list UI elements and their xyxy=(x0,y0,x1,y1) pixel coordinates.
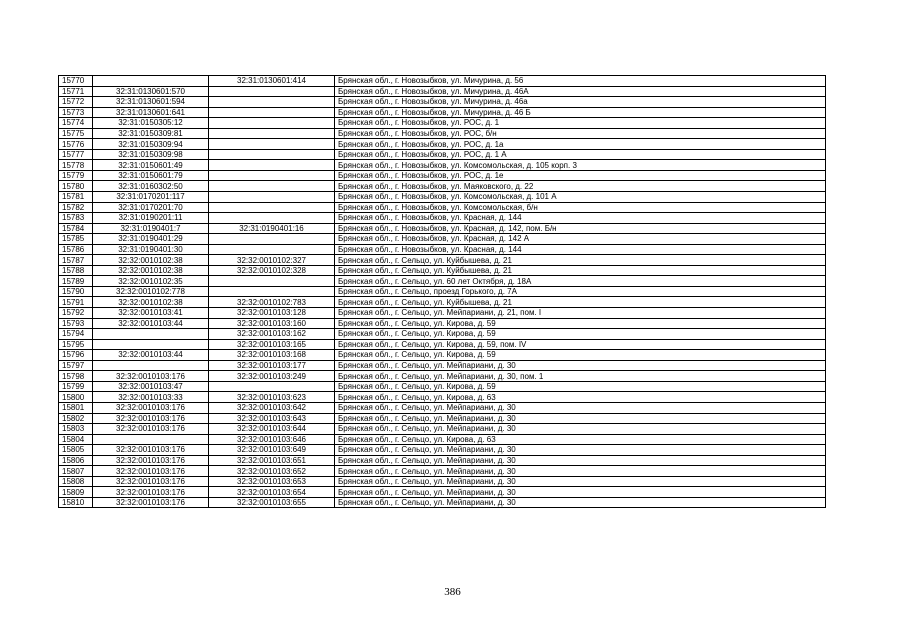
cell-cadastral-number: 32:32:0010103:47 xyxy=(93,381,209,392)
cell-record-number: 15795 xyxy=(59,339,93,350)
cell-cadastral-number: 32:31:0130601:570 xyxy=(93,86,209,97)
cell-cadastral-number: 32:32:0010103:176 xyxy=(93,455,209,466)
table-row xyxy=(59,265,826,276)
cell-cadastral-number: 32:31:0190401:7 xyxy=(93,223,209,234)
cell-address: Брянская обл., г. Сельцо, ул. Мейпариани, д. 21, пом. I xyxy=(335,308,826,319)
table-row xyxy=(59,97,826,108)
cell-cadastral-number xyxy=(93,339,209,350)
cell-cadastral-number: 32:32:0010102:38 xyxy=(93,297,209,308)
cell-cadastral-number: 32:32:0010103:33 xyxy=(93,392,209,403)
cell-address: Брянская обл., г. Сельцо, ул. 60 лет Октября, д. 18А xyxy=(335,276,826,287)
cell-object-cadastral-number: 32:32:0010103:623 xyxy=(209,392,335,403)
cell-object-cadastral-number: 32:32:0010102:328 xyxy=(209,265,335,276)
cell-cadastral-number xyxy=(93,76,209,87)
cell-address: Брянская обл., г. Новозыбков, ул. РОС, д. 1 А xyxy=(335,149,826,160)
table-row xyxy=(59,318,826,329)
cell-address: Брянская обл., г. Сельцо, ул. Мейпариани, д. 30 xyxy=(335,497,826,508)
cell-record-number: 15772 xyxy=(59,97,93,108)
registry-table xyxy=(58,75,826,508)
cell-cadastral-number: 32:32:0010103:176 xyxy=(93,466,209,477)
cell-cadastral-number: 32:32:0010103:176 xyxy=(93,424,209,435)
table-row xyxy=(59,402,826,413)
cell-cadastral-number: 32:32:0010102:38 xyxy=(93,265,209,276)
cell-object-cadastral-number xyxy=(209,181,335,192)
cell-record-number: 15779 xyxy=(59,170,93,181)
cell-record-number: 15802 xyxy=(59,413,93,424)
cell-address: Брянская обл., г. Сельцо, ул. Кирова, д. 59 xyxy=(335,350,826,361)
cell-address: Брянская обл., г. Сельцо, ул. Кирова, д. 59, пом. IV xyxy=(335,339,826,350)
cell-object-cadastral-number: 32:32:0010103:165 xyxy=(209,339,335,350)
table-row xyxy=(59,445,826,456)
cell-object-cadastral-number: 32:32:0010103:654 xyxy=(209,487,335,498)
cell-record-number: 15777 xyxy=(59,149,93,160)
cell-cadastral-number: 32:31:0150601:79 xyxy=(93,170,209,181)
cell-address: Брянская обл., г. Сельцо, ул. Кирова, д. 59 xyxy=(335,329,826,340)
cell-cadastral-number: 32:32:0010103:176 xyxy=(93,487,209,498)
cell-record-number: 15801 xyxy=(59,402,93,413)
cell-address: Брянская обл., г. Сельцо, ул. Мейпариани, д. 30 xyxy=(335,445,826,456)
cell-object-cadastral-number xyxy=(209,107,335,118)
cell-cadastral-number: 32:32:0010102:778 xyxy=(93,286,209,297)
cell-address: Брянская обл., г. Сельцо, ул. Мейпариани, д. 30, пом. 1 xyxy=(335,371,826,382)
page-number: 386 xyxy=(444,586,461,598)
table-row xyxy=(59,192,826,203)
cell-record-number: 15808 xyxy=(59,476,93,487)
cell-cadastral-number: 32:31:0150309:98 xyxy=(93,149,209,160)
cell-cadastral-number: 32:32:0010103:176 xyxy=(93,402,209,413)
cell-cadastral-number: 32:32:0010103:44 xyxy=(93,350,209,361)
table-row xyxy=(59,487,826,498)
cell-address: Брянская обл., г. Новозыбков, ул. Мичурина, д. 46 Б xyxy=(335,107,826,118)
cell-address: Брянская обл., г. Новозыбков, ул. Мичурина, д. 56 xyxy=(335,76,826,87)
cell-object-cadastral-number xyxy=(209,139,335,150)
cell-record-number: 15773 xyxy=(59,107,93,118)
cell-record-number: 15790 xyxy=(59,286,93,297)
table-row xyxy=(59,160,826,171)
cell-cadastral-number: 32:32:0010103:176 xyxy=(93,497,209,508)
cell-record-number: 15786 xyxy=(59,244,93,255)
cell-cadastral-number: 32:32:0010102:38 xyxy=(93,255,209,266)
cell-record-number: 15787 xyxy=(59,255,93,266)
cell-object-cadastral-number xyxy=(209,149,335,160)
table-row xyxy=(59,118,826,129)
cell-address: Брянская обл., г. Новозыбков, ул. Мичурина, д. 46А xyxy=(335,86,826,97)
cell-record-number: 15796 xyxy=(59,350,93,361)
cell-record-number: 15778 xyxy=(59,160,93,171)
cell-cadastral-number: 32:32:0010103:176 xyxy=(93,445,209,456)
cell-cadastral-number xyxy=(93,360,209,371)
cell-object-cadastral-number xyxy=(209,202,335,213)
cell-record-number: 15775 xyxy=(59,128,93,139)
cell-object-cadastral-number: 32:32:0010102:783 xyxy=(209,297,335,308)
cell-address: Брянская обл., г. Сельцо, ул. Куйбышева, д. 21 xyxy=(335,297,826,308)
cell-address: Брянская обл., г. Новозыбков, ул. РОС, д. 1а xyxy=(335,139,826,150)
cell-address: Брянская обл., г. Новозыбков, ул. Комсомольская, д. 105 корп. 3 xyxy=(335,160,826,171)
table-row xyxy=(59,392,826,403)
cell-object-cadastral-number: 32:32:0010103:128 xyxy=(209,308,335,319)
cell-address: Брянская обл., г. Сельцо, ул. Куйбышева, д. 21 xyxy=(335,265,826,276)
table-row xyxy=(59,466,826,477)
cell-cadastral-number: 32:31:0190201:11 xyxy=(93,213,209,224)
cell-object-cadastral-number xyxy=(209,118,335,129)
cell-record-number: 15771 xyxy=(59,86,93,97)
cell-cadastral-number: 32:31:0130601:641 xyxy=(93,107,209,118)
cell-cadastral-number: 32:32:0010103:41 xyxy=(93,308,209,319)
cell-cadastral-number: 32:32:0010103:176 xyxy=(93,371,209,382)
table-row xyxy=(59,413,826,424)
cell-address: Брянская обл., г. Сельцо, ул. Мейпариани, д. 30 xyxy=(335,424,826,435)
table-row xyxy=(59,202,826,213)
table-row xyxy=(59,76,826,87)
cell-object-cadastral-number xyxy=(209,160,335,171)
cell-record-number: 15799 xyxy=(59,381,93,392)
cell-object-cadastral-number: 32:32:0010103:652 xyxy=(209,466,335,477)
cell-address: Брянская обл., г. Новозыбков, ул. РОС, д. 1 xyxy=(335,118,826,129)
cell-address: Брянская обл., г. Сельцо, ул. Мейпариани, д. 30 xyxy=(335,413,826,424)
table-row xyxy=(59,276,826,287)
cell-object-cadastral-number: 32:32:0010103:653 xyxy=(209,476,335,487)
cell-address: Брянская обл., г. Сельцо, ул. Кирова, д. 59 xyxy=(335,318,826,329)
cell-record-number: 15807 xyxy=(59,466,93,477)
cell-object-cadastral-number: 32:32:0010103:651 xyxy=(209,455,335,466)
cell-record-number: 15805 xyxy=(59,445,93,456)
cell-record-number: 15788 xyxy=(59,265,93,276)
cell-object-cadastral-number xyxy=(209,192,335,203)
cell-record-number: 15809 xyxy=(59,487,93,498)
cell-object-cadastral-number xyxy=(209,244,335,255)
cell-address: Брянская обл., г. Новозыбков, ул. РОС, б/н xyxy=(335,128,826,139)
cell-object-cadastral-number: 32:32:0010103:655 xyxy=(209,497,335,508)
cell-address: Брянская обл., г. Сельцо, ул. Кирова, д. 63 xyxy=(335,434,826,445)
cell-object-cadastral-number: 32:32:0010103:249 xyxy=(209,371,335,382)
registry-table-body xyxy=(59,76,826,508)
cell-address: Брянская обл., г. Новозыбков, ул. Маяковского, д. 22 xyxy=(335,181,826,192)
cell-address: Брянская обл., г. Сельцо, ул. Мейпариани, д. 30 xyxy=(335,455,826,466)
cell-cadastral-number: 32:31:0150305:12 xyxy=(93,118,209,129)
cell-address: Брянская обл., г. Новозыбков, ул. Комсомольская, б/н xyxy=(335,202,826,213)
cell-object-cadastral-number xyxy=(209,234,335,245)
cell-object-cadastral-number: 32:32:0010103:162 xyxy=(209,329,335,340)
table-row xyxy=(59,255,826,266)
table-row xyxy=(59,329,826,340)
table-row xyxy=(59,170,826,181)
cell-record-number: 15806 xyxy=(59,455,93,466)
cell-object-cadastral-number: 32:32:0010103:177 xyxy=(209,360,335,371)
cell-object-cadastral-number: 32:32:0010103:649 xyxy=(209,445,335,456)
cell-cadastral-number: 32:31:0160302:50 xyxy=(93,181,209,192)
cell-cadastral-number: 32:31:0190401:29 xyxy=(93,234,209,245)
cell-object-cadastral-number: 32:32:0010103:643 xyxy=(209,413,335,424)
cell-object-cadastral-number xyxy=(209,213,335,224)
cell-address: Брянская обл., г. Новозыбков, ул. Красная, д. 142 А xyxy=(335,234,826,245)
cell-address: Брянская обл., г. Сельцо, ул. Мейпариани, д. 30 xyxy=(335,466,826,477)
cell-record-number: 15776 xyxy=(59,139,93,150)
table-row xyxy=(59,149,826,160)
cell-address: Брянская обл., г. Сельцо, ул. Мейпариани, д. 30 xyxy=(335,402,826,413)
cell-address: Брянская обл., г. Сельцо, ул. Куйбышева, д. 21 xyxy=(335,255,826,266)
cell-object-cadastral-number xyxy=(209,86,335,97)
table-row xyxy=(59,339,826,350)
cell-cadastral-number: 32:32:0010103:176 xyxy=(93,413,209,424)
cell-record-number: 15783 xyxy=(59,213,93,224)
table-row xyxy=(59,381,826,392)
cell-record-number: 15804 xyxy=(59,434,93,445)
cell-object-cadastral-number: 32:32:0010103:642 xyxy=(209,402,335,413)
table-row xyxy=(59,139,826,150)
cell-cadastral-number: 32:31:0130601:594 xyxy=(93,97,209,108)
cell-address: Брянская обл., г. Новозыбков, ул. Красная, д. 144 xyxy=(335,244,826,255)
cell-record-number: 15794 xyxy=(59,329,93,340)
table-row xyxy=(59,371,826,382)
cell-cadastral-number: 32:31:0170201:117 xyxy=(93,192,209,203)
cell-object-cadastral-number xyxy=(209,128,335,139)
cell-object-cadastral-number xyxy=(209,286,335,297)
cell-cadastral-number: 32:31:0150601:49 xyxy=(93,160,209,171)
cell-object-cadastral-number: 32:32:0010103:160 xyxy=(209,318,335,329)
cell-record-number: 15782 xyxy=(59,202,93,213)
cell-record-number: 15797 xyxy=(59,360,93,371)
cell-address: Брянская обл., г. Сельцо, ул. Мейпариани, д. 30 xyxy=(335,476,826,487)
cell-cadastral-number xyxy=(93,329,209,340)
table-row xyxy=(59,213,826,224)
table-row xyxy=(59,286,826,297)
cell-record-number: 15810 xyxy=(59,497,93,508)
cell-address: Брянская обл., г. Новозыбков, ул. Мичурина, д. 46а xyxy=(335,97,826,108)
cell-record-number: 15800 xyxy=(59,392,93,403)
cell-cadastral-number: 32:32:0010102:35 xyxy=(93,276,209,287)
cell-address: Брянская обл., г. Сельцо, ул. Кирова, д. 63 xyxy=(335,392,826,403)
cell-object-cadastral-number: 32:32:0010103:644 xyxy=(209,424,335,435)
table-row xyxy=(59,234,826,245)
cell-address: Брянская обл., г. Новозыбков, ул. РОС, д. 1е xyxy=(335,170,826,181)
table-row xyxy=(59,223,826,234)
table-row xyxy=(59,297,826,308)
cell-record-number: 15781 xyxy=(59,192,93,203)
cell-cadastral-number: 32:31:0190401:30 xyxy=(93,244,209,255)
cell-object-cadastral-number xyxy=(209,170,335,181)
cell-object-cadastral-number: 32:31:0190401:16 xyxy=(209,223,335,234)
cell-address: Брянская обл., г. Новозыбков, ул. Красная, д. 144 xyxy=(335,213,826,224)
cell-record-number: 15785 xyxy=(59,234,93,245)
table-row xyxy=(59,497,826,508)
cell-record-number: 15803 xyxy=(59,424,93,435)
cell-record-number: 15784 xyxy=(59,223,93,234)
table-row xyxy=(59,181,826,192)
cell-record-number: 15791 xyxy=(59,297,93,308)
cell-cadastral-number xyxy=(93,434,209,445)
table-row xyxy=(59,434,826,445)
cell-object-cadastral-number: 32:31:0130601:414 xyxy=(209,76,335,87)
table-row xyxy=(59,424,826,435)
table-row xyxy=(59,244,826,255)
cell-cadastral-number: 32:31:0170201:70 xyxy=(93,202,209,213)
table-row xyxy=(59,86,826,97)
table-row xyxy=(59,350,826,361)
cell-address: Брянская обл., г. Сельцо, ул. Мейпариани, д. 30 xyxy=(335,487,826,498)
cell-address: Брянская обл., г. Новозыбков, ул. Комсомольская, д. 101 А xyxy=(335,192,826,203)
cell-address: Брянская обл., г. Сельцо, ул. Кирова, д. 59 xyxy=(335,381,826,392)
cell-cadastral-number: 32:31:0150309:81 xyxy=(93,128,209,139)
cell-record-number: 15780 xyxy=(59,181,93,192)
cell-cadastral-number: 32:31:0150309:94 xyxy=(93,139,209,150)
cell-cadastral-number: 32:32:0010103:44 xyxy=(93,318,209,329)
table-row xyxy=(59,360,826,371)
cell-record-number: 15789 xyxy=(59,276,93,287)
table-row xyxy=(59,476,826,487)
cell-object-cadastral-number: 32:32:0010103:646 xyxy=(209,434,335,445)
table-row xyxy=(59,128,826,139)
cell-address: Брянская обл., г. Новозыбков, ул. Красная, д. 142, пом. Б/н xyxy=(335,223,826,234)
cell-object-cadastral-number: 32:32:0010103:168 xyxy=(209,350,335,361)
cell-object-cadastral-number xyxy=(209,276,335,287)
cell-record-number: 15793 xyxy=(59,318,93,329)
cell-address: Брянская обл., г. Сельцо, ул. Мейпариани, д. 30 xyxy=(335,360,826,371)
cell-object-cadastral-number xyxy=(209,97,335,108)
cell-record-number: 15770 xyxy=(59,76,93,87)
cell-record-number: 15774 xyxy=(59,118,93,129)
table-row xyxy=(59,308,826,319)
cell-object-cadastral-number: 32:32:0010102:327 xyxy=(209,255,335,266)
cell-record-number: 15798 xyxy=(59,371,93,382)
cell-cadastral-number: 32:32:0010103:176 xyxy=(93,476,209,487)
table-row xyxy=(59,455,826,466)
table-row xyxy=(59,107,826,118)
cell-object-cadastral-number xyxy=(209,381,335,392)
cell-address: Брянская обл., г. Сельцо, проезд Горького, д. 7А xyxy=(335,286,826,297)
cell-record-number: 15792 xyxy=(59,308,93,319)
